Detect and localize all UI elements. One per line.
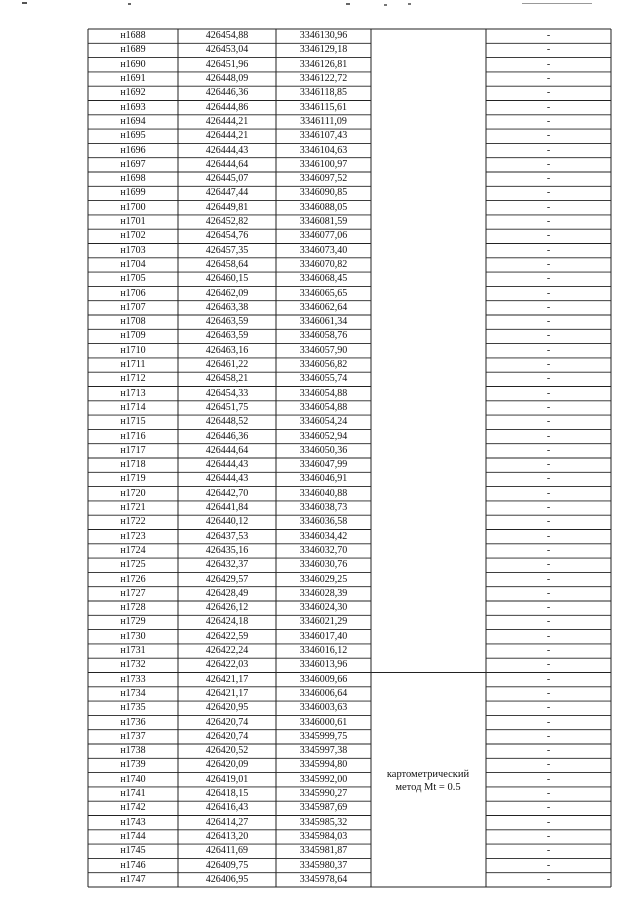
y-coordinate-cell: 3346126,81	[299, 58, 348, 70]
x-coordinate-cell: 426452,82	[205, 216, 249, 228]
point-id-cell: н1694	[120, 115, 146, 127]
dash-cell: -	[546, 559, 551, 571]
x-coordinate-cell: 426411,69	[205, 845, 249, 857]
dash-cell: -	[546, 173, 551, 185]
dash-cell: -	[546, 316, 551, 328]
y-coordinate-cell: 3345990,27	[299, 788, 348, 800]
point-id-cell: н1712	[120, 373, 146, 385]
point-id-cell: н1706	[120, 287, 146, 299]
point-id-cell: н1719	[120, 473, 146, 485]
y-coordinate-cell: 3345981,87	[299, 845, 348, 857]
y-coordinate-cell: 3346054,24	[299, 416, 348, 428]
dash-cell: -	[546, 673, 551, 685]
dash-cell: -	[546, 544, 551, 556]
dash-cell: -	[546, 430, 551, 442]
dash-cell: -	[546, 158, 551, 170]
x-coordinate-cell: 426454,33	[205, 387, 249, 399]
x-coordinate-cell: 426448,09	[205, 73, 249, 85]
dash-cell: -	[546, 258, 551, 270]
point-id-cell: н1744	[120, 830, 146, 842]
x-coordinate-cell: 426445,07	[205, 173, 249, 185]
x-coordinate-cell: 426421,17	[205, 673, 249, 685]
x-coordinate-cell: 426420,09	[205, 759, 249, 771]
y-coordinate-cell: 3346065,65	[299, 287, 348, 299]
point-id-cell: н1715	[120, 416, 146, 428]
dash-cell: -	[546, 716, 551, 728]
dash-cell: -	[546, 645, 551, 657]
point-id-cell: н1723	[120, 530, 146, 542]
y-coordinate-cell: 3346115,61	[299, 101, 348, 113]
dash-cell: -	[546, 301, 551, 313]
x-coordinate-cell: 426420,74	[205, 716, 249, 728]
y-coordinate-cell: 3346028,39	[299, 587, 348, 599]
x-coordinate-cell: 426414,27	[205, 816, 249, 828]
x-coordinate-cell: 426444,64	[205, 444, 249, 456]
x-coordinate-cell: 426428,49	[205, 587, 249, 599]
point-id-cell: н1704	[120, 258, 146, 270]
point-id-cell: н1742	[120, 802, 146, 814]
x-coordinate-cell: 426444,21	[205, 115, 249, 127]
point-id-cell: н1692	[120, 87, 146, 99]
point-id-cell: н1725	[120, 559, 146, 571]
point-id-cell: н1697	[120, 158, 146, 170]
dash-cell: -	[546, 287, 551, 299]
x-coordinate-cell: 426458,21	[205, 373, 249, 385]
point-id-cell: н1699	[120, 187, 146, 199]
x-coordinate-cell: 426462,09	[205, 287, 249, 299]
x-coordinate-cell: 426440,12	[205, 516, 249, 528]
x-coordinate-cell: 426421,17	[205, 687, 249, 699]
y-coordinate-cell: 3346003,63	[299, 702, 348, 714]
y-coordinate-cell: 3346088,05	[299, 201, 348, 213]
point-id-cell: н1689	[120, 44, 146, 56]
dash-cell: -	[546, 101, 551, 113]
dash-cell: -	[546, 359, 551, 371]
x-coordinate-cell: 426461,22	[205, 359, 249, 371]
y-coordinate-cell: 3346077,06	[299, 230, 348, 242]
y-coordinate-cell: 3346050,36	[299, 444, 348, 456]
x-coordinate-cell: 426446,36	[205, 430, 249, 442]
point-id-cell: н1734	[120, 687, 146, 699]
y-coordinate-cell: 3346062,64	[299, 301, 348, 313]
x-coordinate-cell: 426458,64	[205, 258, 249, 270]
dash-cell: -	[546, 87, 551, 99]
y-coordinate-cell: 3346097,52	[299, 173, 348, 185]
y-coordinate-cell: 3346068,45	[299, 273, 348, 285]
dash-cell: -	[546, 115, 551, 127]
y-coordinate-cell: 3346111,09	[300, 115, 347, 127]
x-coordinate-cell: 426444,64	[205, 158, 249, 170]
point-id-cell: н1705	[120, 273, 146, 285]
y-coordinate-cell: 3346024,30	[299, 602, 348, 614]
point-id-cell: н1737	[120, 730, 146, 742]
x-coordinate-cell: 426451,96	[205, 58, 249, 70]
y-coordinate-cell: 3346038,73	[299, 502, 348, 514]
point-id-cell: н1702	[120, 230, 146, 242]
dash-cell: -	[546, 144, 551, 156]
point-id-cell: н1733	[120, 673, 146, 685]
x-coordinate-cell: 426463,38	[205, 301, 249, 313]
x-coordinate-cell: 426463,59	[205, 330, 249, 342]
y-coordinate-cell: 3346073,40	[299, 244, 348, 256]
point-id-cell: н1695	[120, 130, 146, 142]
y-coordinate-cell: 3346056,82	[299, 359, 348, 371]
dash-cell: -	[546, 602, 551, 614]
y-coordinate-cell: 3346034,42	[299, 530, 348, 542]
point-id-cell: н1740	[120, 773, 146, 785]
x-coordinate-cell: 426454,88	[205, 30, 249, 42]
dash-cell: -	[546, 745, 551, 757]
x-coordinate-cell: 426451,75	[205, 401, 249, 413]
point-id-cell: н1721	[120, 502, 146, 514]
method-note	[371, 768, 485, 794]
y-coordinate-cell: 3346047,99	[299, 459, 348, 471]
point-id-cell: н1730	[120, 630, 146, 642]
point-id-cell: н1701	[120, 216, 146, 228]
x-coordinate-cell: 426420,74	[205, 730, 249, 742]
point-id-cell: н1717	[120, 444, 146, 456]
x-coordinate-cell: 426448,52	[205, 416, 249, 428]
dash-cell: -	[546, 373, 551, 385]
dash-cell: -	[546, 273, 551, 285]
x-coordinate-cell: 426435,16	[205, 544, 249, 556]
x-coordinate-cell: 426444,43	[205, 459, 249, 471]
point-id-cell: н1713	[120, 387, 146, 399]
y-coordinate-cell: 3346122,72	[299, 73, 348, 85]
point-id-cell: н1698	[120, 173, 146, 185]
dash-cell: -	[546, 802, 551, 814]
point-id-cell: н1722	[120, 516, 146, 528]
point-id-cell: н1700	[120, 201, 146, 213]
y-coordinate-cell: 3346006,64	[299, 687, 348, 699]
dash-cell: -	[546, 58, 551, 70]
y-coordinate-cell: 3345994,80	[299, 759, 348, 771]
point-id-cell: н1690	[120, 58, 146, 70]
x-coordinate-cell: 426418,15	[205, 788, 249, 800]
y-coordinate-cell: 3346058,76	[299, 330, 348, 342]
y-coordinate-cell: 3346057,90	[299, 344, 348, 356]
dash-cell: -	[546, 230, 551, 242]
y-coordinate-cell: 3346107,43	[299, 130, 348, 142]
point-id-cell: н1718	[120, 459, 146, 471]
dash-cell: -	[546, 730, 551, 742]
point-id-cell: н1738	[120, 745, 146, 757]
x-coordinate-cell: 426437,53	[205, 530, 249, 542]
y-coordinate-cell: 3346118,85	[299, 87, 348, 99]
x-coordinate-cell: 426444,21	[205, 130, 249, 142]
y-coordinate-cell: 3346021,29	[299, 616, 348, 628]
dash-cell: -	[546, 630, 551, 642]
x-coordinate-cell: 426441,84	[205, 502, 249, 514]
dash-cell: -	[546, 502, 551, 514]
y-coordinate-cell: 3346030,76	[299, 559, 348, 571]
dash-cell: -	[546, 201, 551, 213]
y-coordinate-cell: 3346129,18	[299, 44, 348, 56]
point-id-cell: н1743	[120, 816, 146, 828]
x-coordinate-cell: 426406,95	[205, 873, 249, 885]
point-id-cell: н1739	[120, 759, 146, 771]
dash-cell: -	[546, 659, 551, 671]
dash-cell: -	[546, 530, 551, 542]
y-coordinate-cell: 3346104,63	[299, 144, 348, 156]
dash-cell: -	[546, 687, 551, 699]
point-id-cell: н1746	[120, 859, 146, 871]
y-coordinate-cell: 3346081,59	[299, 216, 348, 228]
point-id-cell: н1703	[120, 244, 146, 256]
point-id-cell: н1732	[120, 659, 146, 671]
y-coordinate-cell: 3345984,03	[299, 830, 348, 842]
dash-cell: -	[546, 702, 551, 714]
dash-cell: -	[546, 473, 551, 485]
y-coordinate-cell: 3346070,82	[299, 258, 348, 270]
x-coordinate-cell: 426444,43	[205, 144, 249, 156]
x-coordinate-cell: 426442,70	[205, 487, 249, 499]
x-coordinate-cell: 426422,59	[205, 630, 249, 642]
y-coordinate-cell: 3346017,40	[299, 630, 348, 642]
dash-cell: -	[546, 130, 551, 142]
y-coordinate-cell: 3346130,96	[299, 30, 348, 42]
dash-cell: -	[546, 830, 551, 842]
y-coordinate-cell: 3346046,91	[299, 473, 348, 485]
point-id-cell: н1736	[120, 716, 146, 728]
point-id-cell: н1724	[120, 544, 146, 556]
x-coordinate-cell: 426429,57	[205, 573, 249, 585]
dash-cell: -	[546, 216, 551, 228]
dash-cell: -	[546, 616, 551, 628]
dash-cell: -	[546, 845, 551, 857]
dash-cell: -	[546, 587, 551, 599]
point-id-cell: н1735	[120, 702, 146, 714]
x-coordinate-cell: 426449,81	[205, 201, 249, 213]
point-id-cell: н1741	[120, 788, 146, 800]
dash-cell: -	[546, 244, 551, 256]
y-coordinate-cell: 3346009,66	[299, 673, 348, 685]
dash-cell: -	[546, 73, 551, 85]
point-id-cell: н1716	[120, 430, 146, 442]
y-coordinate-cell: 3346016,12	[299, 645, 348, 657]
dash-cell: -	[546, 816, 551, 828]
point-id-cell: н1711	[120, 359, 146, 371]
y-coordinate-cell: 3346032,70	[299, 544, 348, 556]
y-coordinate-cell: 3346054,88	[299, 387, 348, 399]
point-id-cell: н1696	[120, 144, 146, 156]
point-id-cell: н1728	[120, 602, 146, 614]
dash-cell: -	[546, 573, 551, 585]
point-id-cell: н1747	[120, 873, 146, 885]
x-coordinate-cell: 426453,04	[205, 44, 249, 56]
x-coordinate-cell: 426409,75	[205, 859, 249, 871]
point-id-cell: н1710	[120, 344, 146, 356]
x-coordinate-cell: 426420,52	[205, 745, 249, 757]
dash-cell: -	[546, 459, 551, 471]
x-coordinate-cell: 426444,43	[205, 473, 249, 485]
y-coordinate-cell: 3345997,38	[299, 745, 348, 757]
y-coordinate-cell: 3346054,88	[299, 401, 348, 413]
point-id-cell: н1745	[120, 845, 146, 857]
dash-cell: -	[546, 444, 551, 456]
dash-cell: -	[546, 30, 551, 42]
x-coordinate-cell: 426463,59	[205, 316, 249, 328]
x-coordinate-cell: 426432,37	[205, 559, 249, 571]
y-coordinate-cell: 3345980,37	[299, 859, 348, 871]
y-coordinate-cell: 3346090,85	[299, 187, 348, 199]
y-coordinate-cell: 3345985,32	[299, 816, 348, 828]
x-coordinate-cell: 426419,01	[205, 773, 249, 785]
point-id-cell: н1708	[120, 316, 146, 328]
y-coordinate-cell: 3346000,61	[299, 716, 348, 728]
y-coordinate-cell: 3346036,58	[299, 516, 348, 528]
point-id-cell: н1729	[120, 616, 146, 628]
x-coordinate-cell: 426447,44	[205, 187, 249, 199]
method-note-line1: картометрический	[386, 769, 470, 780]
y-coordinate-cell: 3345999,75	[299, 730, 348, 742]
y-coordinate-cell: 3346029,25	[299, 573, 348, 585]
point-id-cell: н1707	[120, 301, 146, 313]
dash-cell: -	[546, 873, 551, 885]
dash-cell: -	[546, 416, 551, 428]
y-coordinate-cell: 3346100,97	[299, 158, 348, 170]
point-id-cell: н1726	[120, 573, 146, 585]
x-coordinate-cell: 426454,76	[205, 230, 249, 242]
point-id-cell: н1731	[120, 645, 146, 657]
x-coordinate-cell: 426463,16	[205, 344, 249, 356]
x-coordinate-cell: 426424,18	[205, 616, 249, 628]
dash-cell: -	[546, 859, 551, 871]
point-id-cell: н1709	[120, 330, 146, 342]
dash-cell: -	[546, 759, 551, 771]
y-coordinate-cell: 3346013,96	[299, 659, 348, 671]
point-id-cell: н1688	[120, 30, 146, 42]
x-coordinate-cell: 426444,86	[205, 101, 249, 113]
x-coordinate-cell: 426460,15	[205, 273, 249, 285]
point-id-cell: н1693	[120, 101, 146, 113]
dash-cell: -	[546, 401, 551, 413]
x-coordinate-cell: 426420,95	[205, 702, 249, 714]
dash-cell: -	[546, 773, 551, 785]
y-coordinate-cell: 3346061,34	[299, 316, 348, 328]
dash-cell: -	[546, 330, 551, 342]
point-id-cell: н1691	[120, 73, 146, 85]
dash-cell: -	[546, 387, 551, 399]
point-id-cell: н1727	[120, 587, 146, 599]
x-coordinate-cell: 426422,24	[205, 645, 249, 657]
dash-cell: -	[546, 187, 551, 199]
y-coordinate-cell: 3345987,69	[299, 802, 348, 814]
dash-cell: -	[546, 788, 551, 800]
y-coordinate-cell: 3346040,88	[299, 487, 348, 499]
x-coordinate-cell: 426413,20	[205, 830, 249, 842]
y-coordinate-cell: 3346052,94	[299, 430, 348, 442]
dash-cell: -	[546, 344, 551, 356]
dash-cell: -	[546, 44, 551, 56]
x-coordinate-cell: 426416,43	[205, 802, 249, 814]
dash-cell: -	[546, 516, 551, 528]
x-coordinate-cell: 426446,36	[205, 87, 249, 99]
y-coordinate-cell: 3346055,74	[299, 373, 348, 385]
dash-cell: -	[546, 487, 551, 499]
y-coordinate-cell: 3345992,00	[299, 773, 348, 785]
x-coordinate-cell: 426422,03	[205, 659, 249, 671]
point-id-cell: н1720	[120, 487, 146, 499]
x-coordinate-cell: 426457,35	[205, 244, 249, 256]
method-note-line2: метод Mt = 0.5	[395, 782, 461, 793]
y-coordinate-cell: 3345978,64	[299, 873, 348, 885]
x-coordinate-cell: 426426,12	[205, 602, 249, 614]
point-id-cell: н1714	[120, 401, 146, 413]
